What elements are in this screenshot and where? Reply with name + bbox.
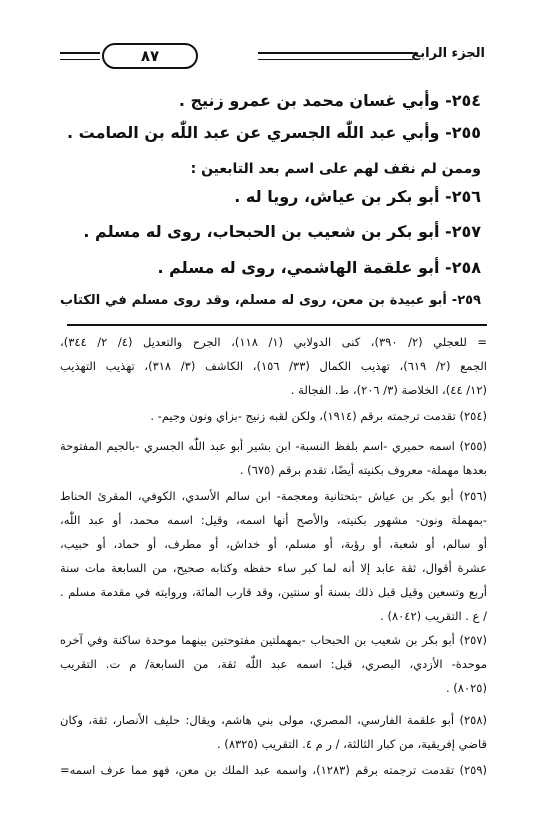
footnote-line: (٢٥٤) تقدمت ترجمته برقم (١٩١٤)، ولكن لقبه زنيج -بزاي ونون وجيم- . bbox=[150, 409, 487, 423]
footnote-line: قاضي إفريقية، من كبار الثالثة، / ر م ٤. التقريب (٨٣٢٥) . bbox=[217, 737, 487, 751]
footnote-line: = للعجلي (٢/ ٣٩٠)، كنى الدولابي (١/ ١١٨)، الجرح والتعديل (٤/ ٢/ ٣٤٤)، bbox=[60, 335, 488, 349]
footnote-line: (٨٠٢٥) . bbox=[445, 681, 487, 695]
running-title: الجزء الرابع bbox=[411, 46, 485, 61]
footnote-254 bbox=[60, 404, 487, 428]
footnote-line: (٢٥٨) أبو علقمة الفارسي، المصري، مولى بني هاشم، ويقال: حليف الأنصار، ثقة، وكان bbox=[60, 713, 487, 727]
footnote-line: (٢٥٦) أبو بكر بن عياش -بتحتانية ومعجمة- ابن سالم الأسدي، الكوفي، المقرئ الحناط bbox=[60, 489, 487, 503]
main-line: ٢٥٨- أبو علقمة الهاشمي، روى له مسلم . bbox=[157, 258, 481, 277]
header-rule-left bbox=[60, 52, 100, 60]
section-heading: وممن لم نقف لهم على اسم بعد التابعين : bbox=[190, 161, 481, 177]
footnote-258 bbox=[60, 708, 487, 756]
footnote-line: -بمهملة ونون- مشهور بكنيته، والأصح أنها اسمه، وقيل: اسمه محمد، أو عبد اللّٰه، bbox=[60, 513, 487, 527]
footnote-line: الجمع (٢/ ٦١٩)، تهذيب الكمال (٣٣/ ١٥٦)، الكاشف (٣/ ٣١٨)، تهذيب التهذيب bbox=[60, 359, 487, 373]
footnote-line: عشرة أقوال، ثقة عابد إلا أنه لما كبر ساء حفظه وكتابه صحيح، من السابعة مات سنة bbox=[60, 561, 487, 575]
header-rule-right bbox=[258, 52, 413, 60]
main-line: ٢٥٩- أبو عبيدة بن معن، روى له مسلم، وقد روى مسلم في الكتاب bbox=[60, 293, 481, 308]
footnote-line: (٢٥٧) أبو بكر بن شعيب بن الحبحاب -بمهملتين مفتوحتين بينهما موحدة ساكنة وفي آخره bbox=[60, 633, 487, 647]
footnote-line: بعدها مهملة- معروف بكنيته أيضًا، تقدم برقم (٦٧٥) . bbox=[239, 463, 487, 477]
footnote-line: موحدة- الأزدي، البصري، قيل: اسمه عبد اللّٰه ثقة، من السابعة/ م ت. التقريب bbox=[60, 657, 487, 671]
footnote-line: (٢٥٩) تقدمت ترجمته برقم (١٢٨٣)، واسمه عبد الملك بن معن، فهو مما عرف اسمه= bbox=[60, 763, 487, 777]
footnote-line: (٢٥٥) اسمه حميري -اسم بلفظ النسبة- ابن بشير أبو عبد اللّٰه الجسري -بالجيم المفتوحة bbox=[60, 439, 487, 453]
footnote-continuation bbox=[60, 330, 487, 402]
main-line: ٢٥٤- وأبي غسان محمد بن عمرو زنيج . bbox=[178, 91, 481, 110]
footnote-255 bbox=[60, 434, 487, 482]
footnote-line: أو سالم، أو شعبة، أو رؤبة، أو مسلم، أو خداش، أو مطرف، أو حماد، أو حبيب، bbox=[60, 537, 487, 551]
footnote-256 bbox=[60, 484, 487, 628]
main-line: ٢٥٥- وأبي عبد اللّٰه الجسري عن عبد اللّٰه بن الصامت . bbox=[67, 123, 481, 142]
page-header bbox=[60, 40, 485, 76]
footnote-line: / ع . التقريب (٨٠٤٢) . bbox=[380, 609, 487, 623]
footnote-259 bbox=[60, 758, 487, 782]
footnote-divider bbox=[67, 324, 487, 326]
footnote-line: (١٢/ ٤٤)، الخلاصة (٣/ ٢٠٦)، ط. الفجالة . bbox=[290, 383, 487, 397]
footnote-257 bbox=[60, 628, 487, 700]
page-number: ٨٧ bbox=[102, 43, 198, 69]
main-line: ٢٥٦- أبو بكر بن عياش، رويا له . bbox=[234, 187, 481, 206]
footnote-line: أربع وتسعين وقيل قبل ذلك بسنة أو سنتين، وقد قارب المائة، وروايته في مقدمة مسلم . bbox=[60, 585, 487, 599]
main-line: ٢٥٧- أبو بكر بن شعيب بن الحبحاب، روى له مسلم . bbox=[83, 222, 481, 241]
